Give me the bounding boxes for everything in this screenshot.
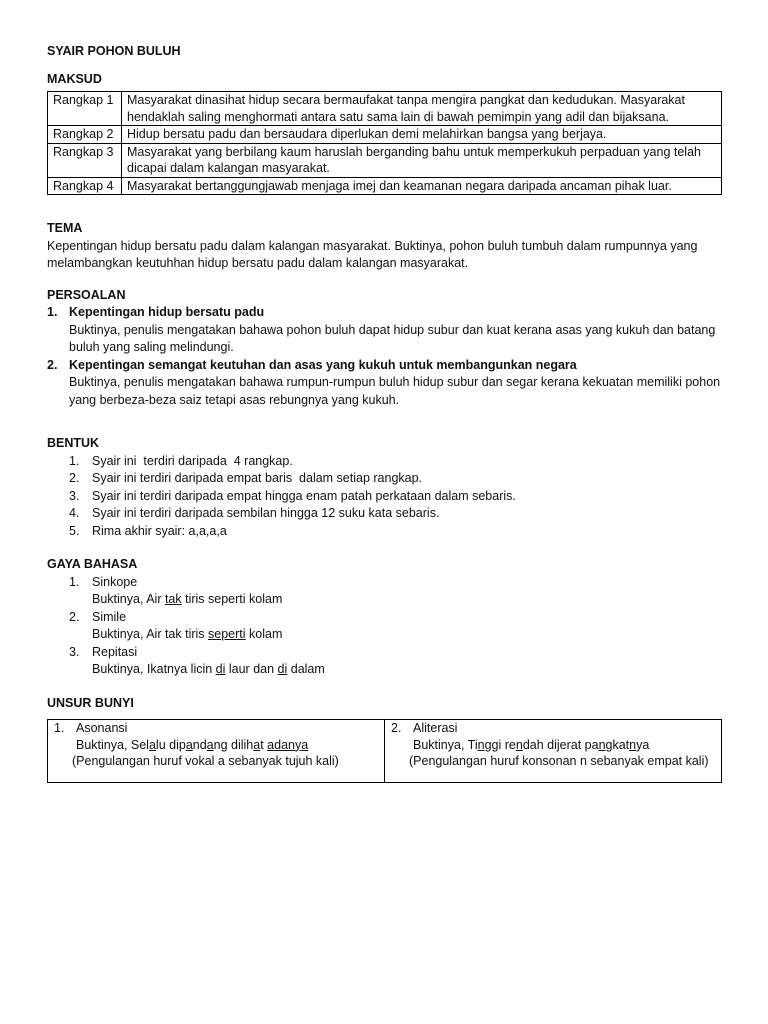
list-item [47, 488, 722, 506]
table-row [48, 143, 722, 177]
list-item [47, 523, 722, 541]
rangkap-meaning: Masyarakat bertanggungjawab menjaga imej dan keamanan negara daripada ancaman pihak luar. [122, 177, 722, 195]
rangkap-meaning: Masyarakat yang berbilang kaum haruslah berganding bahu untuk memperkukuh perpaduan yang telah dicapai dalam kalangan masyarakat. [122, 143, 722, 177]
evidence-underline: n [629, 737, 637, 752]
evidence-underline: a [206, 737, 214, 752]
tema-section [47, 220, 722, 273]
gaya-bahasa-section [47, 556, 722, 679]
bentuk-text: Syair ini terdiri daripada 4 rangkap. [92, 453, 293, 468]
evidence-underline: di [277, 662, 288, 676]
rangkap-label: Rangkap 4 [48, 177, 122, 195]
bentuk-text: Rima akhir syair: a,a,a,a [92, 523, 227, 538]
gaya-bahasa-name: Repitasi [92, 644, 138, 659]
document-title: SYAIR POHON BULUH [47, 44, 181, 58]
evidence-text: dah dijerat pa [522, 737, 599, 752]
evidence-underline: tak [164, 592, 182, 606]
gaya-bahasa-name: Simile [92, 609, 127, 624]
bentuk-text: Syair ini terdiri daripada empat baris dalam setiap rangkap. [92, 471, 423, 485]
evidence-underline: di [215, 662, 226, 676]
evidence-text: Buktinya, Air tak tiris [92, 627, 209, 641]
tema-heading: TEMA [47, 221, 83, 235]
list-item [47, 505, 722, 523]
evidence-underline: a [253, 737, 261, 752]
aliterasi-note: (Pengulangan huruf konsonan n sebanyak empat kali) [409, 754, 709, 768]
item-number: 3. [69, 488, 80, 503]
evidence-text: nd [192, 737, 207, 752]
evidence-text: tiris seperti kolam [181, 592, 283, 606]
bentuk-heading: BENTUK [47, 436, 100, 450]
rangkap-meaning: Masyarakat dinasihat hidup secara bermaufakat tanpa mengira pangkat dan kedudukan. Masyarakat hendaklah saling menghormati antara satu sama lain di bawah pemimpin yang adil dan bijaksana. [122, 92, 722, 126]
item-number: 2. [69, 471, 80, 485]
persoalan-evidence: Buktinya, penulis mengatakan bahawa rumpun-rumpun buluh hidup subur dan segar kerana kekuatan memiliki pohon yang berbeza-beza saiz tetapi asas rebungnya yang kukuh. [69, 375, 721, 407]
evidence-text: Buktinya, Ikatnya licin [92, 662, 216, 676]
gaya-bahasa-item [47, 574, 722, 592]
aliterasi-cell [385, 720, 722, 783]
persoalan-title: Kepentingan semangat keutuhan dan asas yang kukuh untuk membangunkan negara [69, 357, 577, 372]
maksud-table [47, 91, 722, 195]
table-row [48, 92, 722, 126]
list-item [47, 453, 722, 471]
list-item [47, 304, 722, 357]
aliterasi-title [391, 720, 715, 737]
table-row [48, 126, 722, 144]
item-number: 2. [69, 609, 80, 624]
aliterasi-name: Aliterasi [413, 721, 458, 735]
unsur-bunyi-table [47, 719, 722, 783]
gaya-bahasa-evidence [47, 661, 722, 679]
persoalan-title: Kepentingan hidup bersatu padu [69, 305, 265, 319]
maksud-heading: MAKSUD [47, 71, 102, 86]
evidence-underline: n [515, 737, 523, 752]
evidence-text: laur dan [225, 662, 278, 676]
item-number: 1. [69, 574, 80, 589]
table-row [48, 177, 722, 195]
evidence-text: Buktinya, Ti [413, 737, 478, 752]
item-number: 2. [47, 357, 58, 372]
evidence-underline: n [598, 737, 606, 752]
gaya-bahasa-item [47, 644, 722, 662]
evidence-text: Buktinya, Air [92, 592, 165, 606]
rangkap-meaning: Hidup bersatu padu dan bersaudara diperlukan demi melahirkan bangsa yang berjaya. [122, 126, 722, 144]
aliterasi-evidence [391, 737, 715, 754]
item-number: 1. [69, 453, 80, 468]
evidence-underline: a [267, 737, 275, 752]
evidence-underline: a [148, 737, 156, 752]
evidence-text: kolam [245, 627, 283, 641]
bentuk-text: Syair ini terdiri daripada sembilan hingga 12 suku kata sebaris. [92, 506, 440, 520]
persoalan-section [47, 287, 722, 410]
persoalan-evidence: Buktinya, penulis mengatakan bahawa pohon buluh dapat hidup subur dan kuat kerana asas yang kukuh dan batang buluh yang saling melindungi. [69, 322, 716, 354]
bentuk-list [47, 453, 722, 541]
table-row [48, 720, 722, 783]
evidence-underline: a [301, 737, 309, 752]
evidence-text: lu dip [155, 737, 186, 752]
evidence-text: Buktinya, Sel [76, 737, 149, 752]
evidence-underline: seperti [208, 627, 246, 641]
evidence-underline: a [281, 737, 289, 752]
persoalan-list [47, 304, 722, 409]
item-number: 2. [391, 721, 402, 735]
evidence-underline: a [185, 737, 193, 752]
evidence-text: ggi re [484, 737, 516, 752]
evidence-underline: d [274, 737, 282, 752]
gaya-bahasa-heading: GAYA BAHASA [47, 557, 138, 571]
item-number: 1. [54, 721, 65, 735]
gaya-bahasa-item [47, 609, 722, 627]
bentuk-text: Syair ini terdiri daripada empat hingga enam patah perkataan dalam sebaris. [92, 488, 516, 503]
list-item [47, 357, 722, 410]
evidence-underline: ny [288, 737, 302, 752]
evidence-text: ng dilih [213, 737, 254, 752]
rangkap-label: Rangkap 1 [48, 92, 122, 126]
evidence-text: ya [636, 737, 650, 752]
item-number: 3. [69, 644, 80, 659]
evidence-text: gkat [605, 737, 630, 752]
rangkap-label: Rangkap 3 [48, 143, 122, 177]
document-page [47, 43, 722, 783]
asonansi-note: (Pengulangan huruf vokal a sebanyak tujuh kali) [72, 754, 339, 768]
evidence-text: t [260, 737, 268, 752]
gaya-bahasa-evidence [47, 626, 722, 644]
item-number: 4. [69, 506, 80, 520]
unsur-bunyi-heading: UNSUR BUNYI [47, 695, 134, 710]
gaya-bahasa-name: Sinkope [92, 574, 138, 589]
unsur-bunyi-section [47, 695, 722, 783]
gaya-bahasa-evidence [47, 591, 722, 609]
asonansi-name: Asonansi [76, 721, 128, 735]
item-number: 1. [47, 305, 58, 319]
persoalan-heading: PERSOALAN [47, 287, 126, 302]
rangkap-label: Rangkap 2 [48, 126, 122, 144]
item-number: 5. [69, 523, 80, 538]
evidence-underline: n [477, 737, 485, 752]
bentuk-section [47, 435, 722, 540]
evidence-text: dalam [287, 662, 325, 676]
asonansi-evidence [54, 737, 378, 754]
asonansi-cell [48, 720, 385, 783]
tema-text: Kepentingan hidup bersatu padu dalam kalangan masyarakat. Buktinya, pohon buluh tumbuh dalam rumpunnya yang melambangkan keutuhhan hidup bersatu padu dalam kalangan masyarakat. [47, 238, 698, 270]
list-item [47, 470, 722, 488]
asonansi-title [54, 720, 378, 737]
